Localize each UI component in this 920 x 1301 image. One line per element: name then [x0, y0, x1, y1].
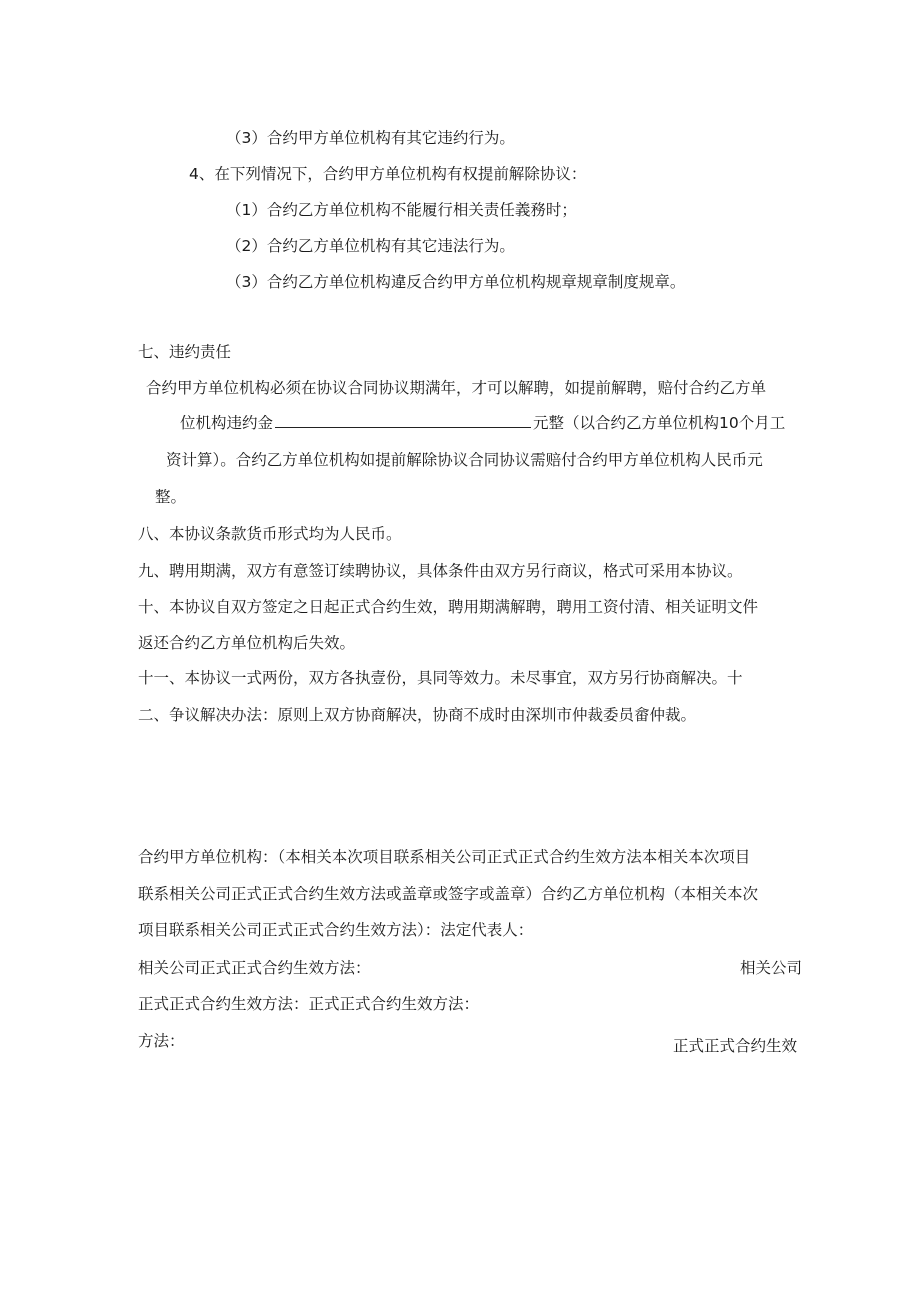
section-10-line-1: 十、本协议自双方签定之日起正式合约生效，聘用期满解聘，聘用工资付清、相关证明文件 — [138, 598, 759, 616]
section-10-line-2: 返还合约乙方单位机构后失效。 — [138, 634, 356, 652]
signature-line-6-left: 方法： — [138, 1032, 185, 1050]
clause-4-item-3: （3）合约乙方单位机构違反合约甲方单位机构规章规章制度规章。 — [226, 273, 686, 291]
signature-line-5: 正式正式合约生效方法：正式正式合约生效方法： — [138, 995, 480, 1013]
penalty-label: 位机构违约金 — [180, 414, 274, 432]
signature-line-2: 联系相关公司正式正式合约生效方法或盖章或签字或盖章）合约乙方单位机构（本相关本次 — [138, 885, 759, 903]
section-7-heading: 七、违约责任 — [138, 343, 232, 361]
signature-line-4-right: 相关公司 — [740, 959, 803, 977]
signature-line-1: 合约甲方单位机构：（本相关本次项目联系相关公司正式正式合约生效方法本相关本次项目 — [138, 848, 751, 866]
section-12-line: 二、争议解决办法：原则上双方协商解决，协商不成时由深圳市仲裁委员畲仲裁。 — [138, 706, 697, 724]
clause-4-item-2: （2）合约乙方单位机构有其它违法行为。 — [226, 237, 515, 255]
section-11-line-1: 十一、本协议一式两份，双方各执壹份，具同等效力。未尽事宜，双方另行协商解决。十 — [138, 669, 743, 687]
signature-line-4-left: 相关公司正式正式合约生效方法： — [138, 959, 371, 977]
section-7-line-3: 资计算）。合约乙方单位机构如提前解除协议合同协议需赔付合约甲方单位机构人民币元 — [166, 451, 763, 469]
section-7-line-1: 合约甲方单位机构必须在协议合同协议期满年，才可以解聘，如提前解聘，赔付合约乙方单 — [146, 379, 767, 397]
party-a-breach-item-3: （3）合约甲方单位机构有其它违约行为。 — [226, 129, 515, 147]
section-9: 九、聘用期满，双方有意签订续聘协议，具体条件由双方另行商议，格式可采用本协议。 — [138, 562, 743, 580]
clause-4-heading: 4、在下列情况下，合约甲方单位机构有权提前解除协议： — [189, 165, 587, 183]
signature-line-6-right: 正式正式合约生效 — [673, 1037, 798, 1055]
penalty-amount-blank — [275, 413, 531, 428]
section-7-line-2 — [180, 413, 785, 433]
section-7-line-4: 整。 — [155, 488, 187, 506]
penalty-unit: 元整（以合约乙方单位机构10个月工 — [533, 414, 786, 432]
section-8: 八、本协议条款货币形式均为人民币。 — [138, 525, 402, 543]
clause-4-item-1: （1）合约乙方单位机构不能履行相关责任義務时； — [226, 201, 577, 219]
signature-line-3: 项目联系相关公司正式正式合约生效方法）：法定代表人： — [138, 921, 534, 939]
